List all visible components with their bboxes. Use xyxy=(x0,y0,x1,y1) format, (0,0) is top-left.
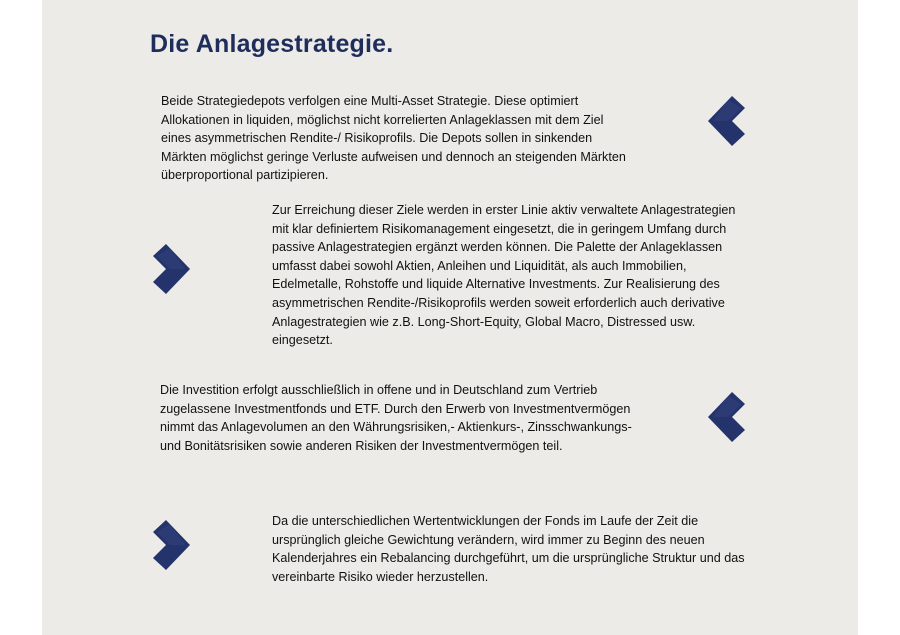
paragraph-multi-asset: Beide Strategiedepots verfolgen eine Multi-Asset Strategie. Diese optimiert Allokationen in liquiden, möglichst nicht korrelierten Anlageklassen mit dem Ziel eines asymmetrischen Rendite-/ Risikoprofils. Die Depots sollen in sinkenden Märkten möglichst geringe Verluste aufweisen und dennoch an steigenden Märkten überproportional partizipieren. xyxy=(161,94,626,183)
chevron-left-icon xyxy=(708,392,750,442)
page-title: Die Anlagestrategie. xyxy=(150,30,394,58)
paragraph-rebalancing: Da die unterschiedlichen Wertentwicklungen der Fonds im Laufe der Zeit die ursprünglich gleiche Gewichtung verändern, wird immer zu Beginn des neuen Kalenderjahres ein Rebalancing durchgeführt, um die ursprüngliche Struktur und das vereinbarte Risiko wieder herzustellen. xyxy=(272,514,745,584)
document-page xyxy=(42,0,858,635)
chevron-right-icon xyxy=(148,244,190,294)
chevron-left-icon xyxy=(708,96,750,146)
chevron-right-icon xyxy=(148,520,190,570)
paragraph-investment-funds: Die Investition erfolgt ausschließlich in offene und in Deutschland zum Vertrieb zugelassene Investmentfonds und ETF. Durch den Erwerb von Investmentvermögen nimmt das Anlagevolumen an den Währungsrisiken,- Aktienkurs-, Zinsschwankungs- und Bonitätsrisiken sowie anderen Risiken der Investmentvermögen teil. xyxy=(160,383,632,453)
paragraph-strategy-goals: Zur Erreichung dieser Ziele werden in erster Linie aktiv verwaltete Anlagestrategien mit klar definiertem Risikomanagement eingesetzt, die in geringem Umfang durch passive Anlagestrategien ergänzt werden können. Die Palette der Anlageklassen umfasst dabei sowohl Aktien, Anleihen und Liquidität, als auch Immobilien, Edelmetalle, Rohstoffe und liquide Alternative Investments. Zur Realisierung des asymmetrischen Rendite-/Risikoprofils werden soweit erforderlich auch derivative Anlagestrategien wie z.B. Long-Short-Equity, Global Macro, Distressed usw. eingesetzt. xyxy=(272,203,736,348)
